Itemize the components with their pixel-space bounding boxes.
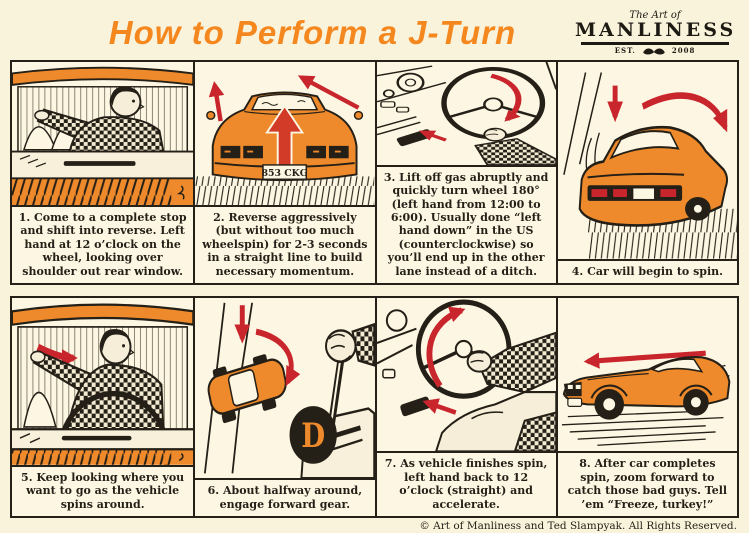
panel-1 [12, 62, 193, 283]
panel-3 [375, 62, 556, 283]
car-starting-spin-illustration [558, 62, 737, 259]
panel-1-illustration [12, 62, 193, 205]
mustache-icon [641, 46, 667, 56]
steps-row-2 [10, 296, 739, 518]
logo-est-label: EST. [614, 46, 636, 55]
drive-gear-label: D [301, 416, 326, 456]
license-plate: 853 CKG [261, 168, 309, 179]
panel-4 [556, 62, 737, 283]
panel-7-caption: 7. As vehicle finishes spin, left hand back to 12 o’clock (straight) and accelerate. [377, 451, 556, 516]
copyright-notice: © Art of Manliness and Ted Slampyak. All Rights Reserved. [419, 520, 737, 532]
panel-4-illustration [558, 62, 737, 259]
panel-2 [193, 62, 374, 283]
driver-looking-back-illustration [12, 62, 193, 205]
panel-8-illustration [558, 298, 737, 451]
aom-logo [575, 11, 739, 56]
panel-5-caption: 5. Keep looking where you want to go as the vehicle spins around. [12, 465, 193, 516]
header [10, 6, 739, 60]
panel-7 [375, 298, 556, 516]
panel-6-caption: 6. About halfway around, engage forward gear. [195, 478, 374, 516]
panel-2-caption: 2. Reverse aggressively (but without too much wheelspin) for 2-3 seconds in a straight line to build necessary momentum. [195, 205, 374, 283]
panel-3-illustration [377, 62, 556, 165]
panel-3-caption: 3. Lift off gas abruptly and quickly turn wheel 180° (left hand from 12:00 to 6:00). Usually done “left hand down” in the US (counterclockwise) so you’ll end up in the other lane instead of a ditch. [377, 165, 556, 283]
panel-7-illustration [377, 298, 556, 451]
logo-est-year: 2008 [671, 46, 696, 55]
panel-5 [12, 298, 193, 516]
logo-wordmark: MANLINESS [575, 18, 737, 41]
panel-2-illustration [195, 62, 374, 205]
car-reversing-illustration [195, 62, 374, 205]
page-title: How to Perform a J-Turn [108, 14, 517, 51]
car-zooming-forward-illustration [558, 298, 737, 451]
panel-1-caption: 1. Come to a complete stop and shift into reverse. Left hand at 12 o’clock on the wheel, looking over shoulder out rear window. [12, 205, 193, 283]
panel-6 [193, 298, 374, 516]
engage-drive-gear-illustration [195, 298, 374, 478]
panel-6-illustration [195, 298, 374, 478]
steps-row-1 [10, 60, 739, 285]
logo-tagline: The Art of [629, 9, 681, 21]
logo-rule [581, 42, 729, 45]
panel-8 [556, 298, 737, 516]
panel-4-caption: 4. Car will begin to spin. [558, 259, 737, 283]
steering-wheel-turn-illustration [377, 62, 556, 165]
driver-looking-forward-illustration [12, 298, 193, 465]
panel-5-illustration [12, 298, 193, 465]
panel-8-caption: 8. After car completes spin, zoom forward to catch those bad guys. Tell ’em “Freeze, turkey!” [558, 451, 737, 516]
logo-established [575, 46, 735, 56]
hand-back-to-twelve-illustration [377, 298, 556, 451]
